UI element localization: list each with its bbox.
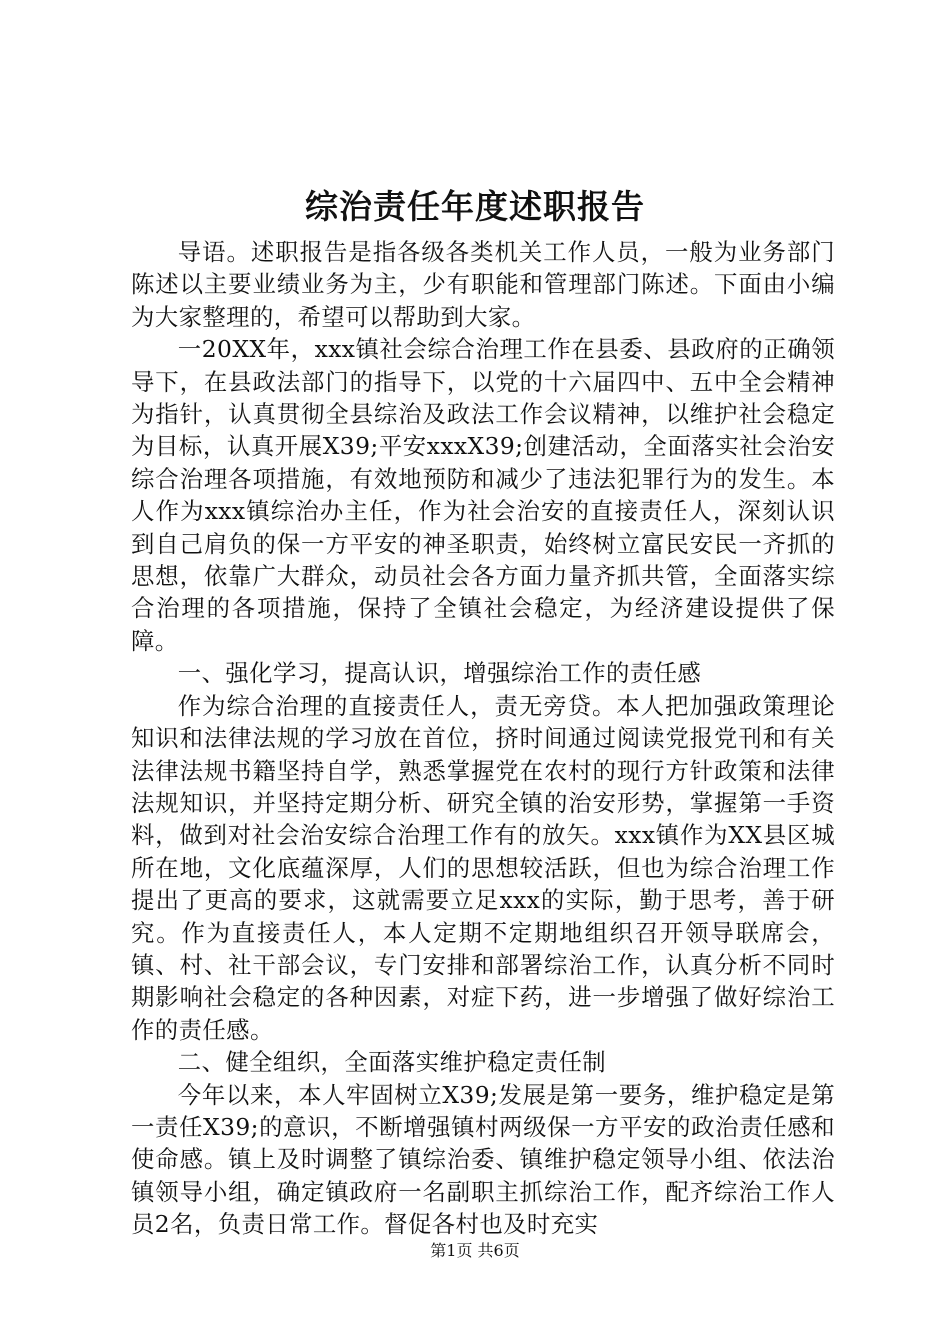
section-heading-1: 一、强化学习，提高认识，增强综治工作的责任感 <box>177 659 702 688</box>
paragraph-intro: 导语。述职报告是指各级各类机关工作人员，一般为业务部门陈述以主要业绩业务为主，少有职能和管理部门陈述。下面由小编为大家整理的，希望可以帮助到大家。 <box>131 238 835 331</box>
section-heading-2: 二、健全组织，全面落实维护稳定责任制 <box>177 1048 607 1077</box>
document-body <box>131 236 835 1241</box>
page-number-footer: 第1页 共6页 <box>430 1241 520 1260</box>
paragraph-overview: 一20XX年，xxx镇社会综合治理工作在县委、县政府的正确领导下，在县政法部门的指导下，以党的十六届四中、五中全会精神为指针，认真贯彻全县综治及政法工作会议精神，以维护社会稳定为目标，认真开展X39;平安xxxX39;创建活动，全面落实社会治安综合治理各项措施，有效地预防和减少了违法犯罪行为的发生。本人作为xxx镇综治办主任，作为社会治安的直接责任人，深刻认识到自己肩负的保一方平安的神圣职责，始终树立富民安民一齐抓的思想，依靠广大群众，动员社会各方面力量齐抓共管，全面落实综合治理的各项措施，保持了全镇社会稳定，为经济建设提供了保障。 <box>131 335 835 655</box>
paragraph-section-2: 今年以来，本人牢固树立X39;发展是第一要务，维护稳定是第一责任X39;的意识，不断增强镇村两级保一方平安的政治责任感和使命感。镇上及时调整了镇综治委、镇维护稳定领导小组、依法治镇领导小组，确定镇政府一名副职主抓综治工作，配齐综治工作人员2名，负责日常工作。督促各村也及时充实 <box>131 1080 835 1239</box>
document-title: 综治责任年度述职报告 <box>305 187 645 226</box>
paragraph-section-1: 作为综合治理的直接责任人，责无旁贷。本人把加强政策理论知识和法律法规的学习放在首位，挤时间通过阅读党报党刊和有关法律法规书籍坚持自学，熟悉掌握党在农村的现行方针政策和法律法规知识，并坚持定期分析、研究全镇的治安形势，掌握第一手资料，做到对社会治安综合治理工作有的放矢。xxx镇作为XX县区城所在地，文化底蕴深厚，人们的思想较活跃，但也为综合治理工作提出了更高的要求，这就需要立足xxx的实际，勤于思考，善于研究。作为直接责任人，本人定期不定期地组织召开领导联席会，镇、村、社干部会议，专门安排和部署综治工作，认真分析不同时期影响社会稳定的各种因素，对症下药，进一步增强了做好综治工作的责任感。 <box>131 691 835 1044</box>
